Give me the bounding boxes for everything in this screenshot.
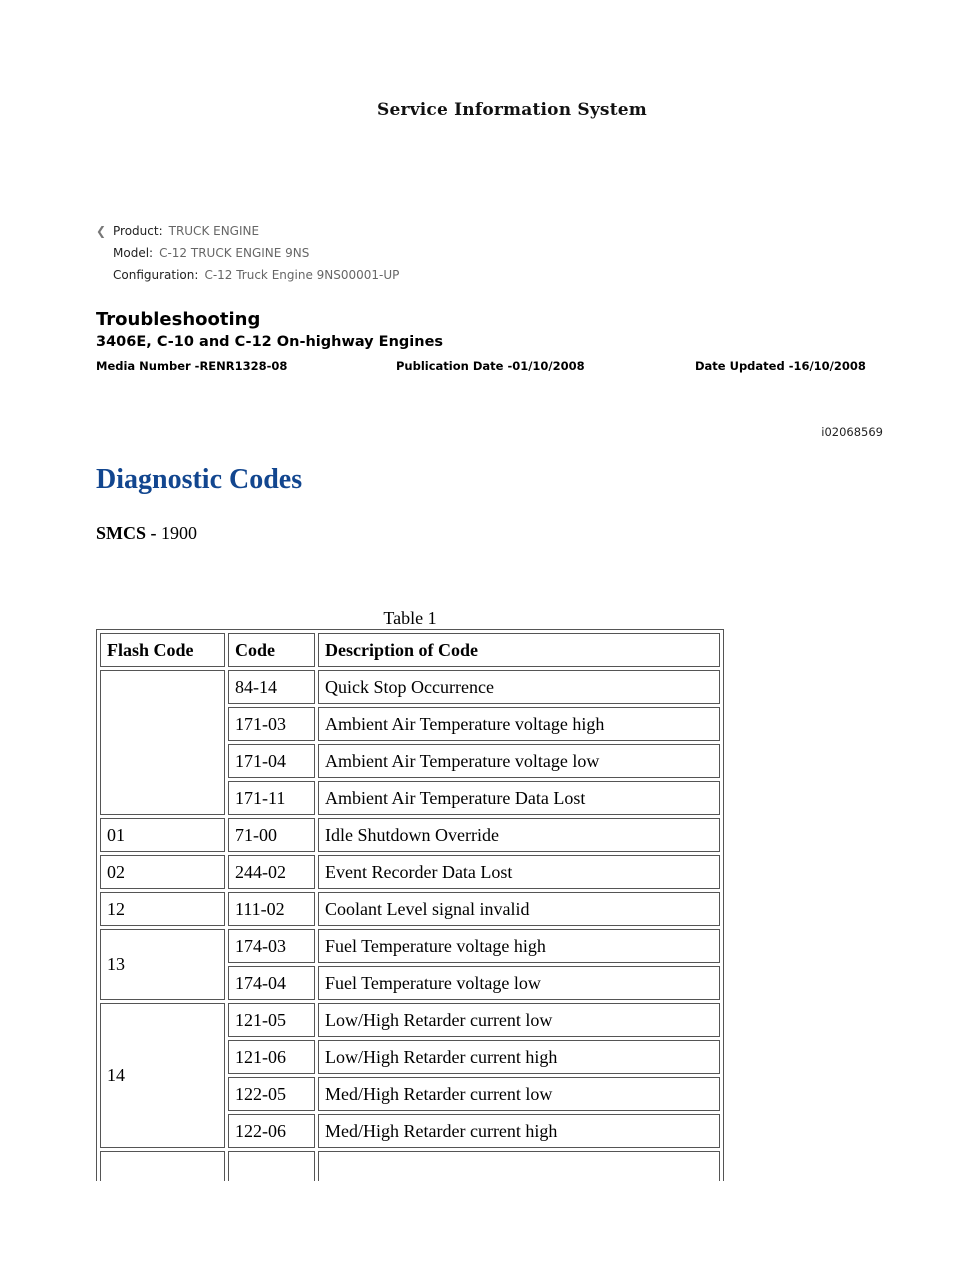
configuration-line bbox=[113, 268, 399, 282]
document-subheading: 3406E, C-10 and C-12 On-highway Engines bbox=[96, 334, 444, 350]
smcs-label: SMCS - bbox=[96, 523, 157, 543]
description-cell bbox=[318, 1151, 720, 1181]
header-flash-code: Flash Code bbox=[100, 633, 225, 667]
flash-code-cell: 14 bbox=[100, 1003, 225, 1148]
description-cell: Med/High Retarder current low bbox=[318, 1077, 720, 1111]
media-number: Media Number -RENR1328-08 bbox=[96, 359, 288, 373]
table-container bbox=[96, 629, 726, 1181]
code-cell: 71-00 bbox=[228, 818, 315, 852]
system-title: Service Information System bbox=[377, 100, 647, 120]
table-header-row bbox=[100, 633, 720, 667]
code-cell: 171-04 bbox=[228, 744, 315, 778]
model-line bbox=[113, 246, 309, 260]
code-cell: 244-02 bbox=[228, 855, 315, 889]
table-caption: Table 1 bbox=[383, 608, 437, 628]
table-row bbox=[100, 929, 720, 963]
code-cell: 121-06 bbox=[228, 1040, 315, 1074]
publication-date: Publication Date -01/10/2008 bbox=[396, 359, 585, 373]
code-cell bbox=[228, 1151, 315, 1181]
flash-code-cell: 02 bbox=[100, 855, 225, 889]
code-cell: 84-14 bbox=[228, 670, 315, 704]
table-row bbox=[100, 818, 720, 852]
code-cell: 111-02 bbox=[228, 892, 315, 926]
code-cell: 122-06 bbox=[228, 1114, 315, 1148]
document-heading: Troubleshooting bbox=[96, 309, 261, 330]
flash-code-cell: 12 bbox=[100, 892, 225, 926]
flash-code-cell: 13 bbox=[100, 929, 225, 1000]
code-cell: 171-11 bbox=[228, 781, 315, 815]
header-description: Description of Code bbox=[318, 633, 720, 667]
description-cell: Ambient Air Temperature Data Lost bbox=[318, 781, 720, 815]
code-cell: 122-05 bbox=[228, 1077, 315, 1111]
product-line bbox=[96, 224, 259, 238]
description-cell: Quick Stop Occurrence bbox=[318, 670, 720, 704]
table-row bbox=[100, 1151, 720, 1181]
description-cell: Idle Shutdown Override bbox=[318, 818, 720, 852]
code-cell: 174-03 bbox=[228, 929, 315, 963]
description-cell: Fuel Temperature voltage high bbox=[318, 929, 720, 963]
description-cell: Event Recorder Data Lost bbox=[318, 855, 720, 889]
description-cell: Fuel Temperature voltage low bbox=[318, 966, 720, 1000]
description-cell: Low/High Retarder current high bbox=[318, 1040, 720, 1074]
model-label: Model: bbox=[113, 246, 154, 260]
document-id: i02068569 bbox=[821, 425, 883, 439]
smcs-line bbox=[96, 523, 197, 544]
description-cell: Ambient Air Temperature voltage low bbox=[318, 744, 720, 778]
product-label: Product: bbox=[113, 224, 163, 238]
smcs-value: 1900 bbox=[161, 523, 198, 543]
description-cell: Ambient Air Temperature voltage high bbox=[318, 707, 720, 741]
date-updated: Date Updated -16/10/2008 bbox=[695, 359, 866, 373]
diagnostic-codes-table bbox=[96, 629, 724, 1181]
table-row bbox=[100, 892, 720, 926]
description-cell: Coolant Level signal invalid bbox=[318, 892, 720, 926]
back-arrow-icon[interactable]: ❮ bbox=[96, 224, 107, 238]
code-cell: 121-05 bbox=[228, 1003, 315, 1037]
table-row bbox=[100, 855, 720, 889]
table-row bbox=[100, 1003, 720, 1037]
header-code: Code bbox=[228, 633, 315, 667]
product-value: TRUCK ENGINE bbox=[168, 224, 260, 238]
configuration-label: Configuration: bbox=[113, 268, 199, 282]
flash-code-cell: 01 bbox=[100, 818, 225, 852]
configuration-value: C-12 Truck Engine 9NS00001-UP bbox=[204, 268, 400, 282]
flash-code-cell bbox=[100, 1151, 225, 1181]
description-cell: Med/High Retarder current high bbox=[318, 1114, 720, 1148]
code-cell: 171-03 bbox=[228, 707, 315, 741]
page-title: Diagnostic Codes bbox=[96, 464, 303, 495]
code-cell: 174-04 bbox=[228, 966, 315, 1000]
table-body bbox=[100, 670, 720, 1181]
flash-code-cell bbox=[100, 670, 225, 815]
description-cell: Low/High Retarder current low bbox=[318, 1003, 720, 1037]
table-row bbox=[100, 670, 720, 704]
model-value: C-12 TRUCK ENGINE 9NS bbox=[159, 246, 310, 260]
